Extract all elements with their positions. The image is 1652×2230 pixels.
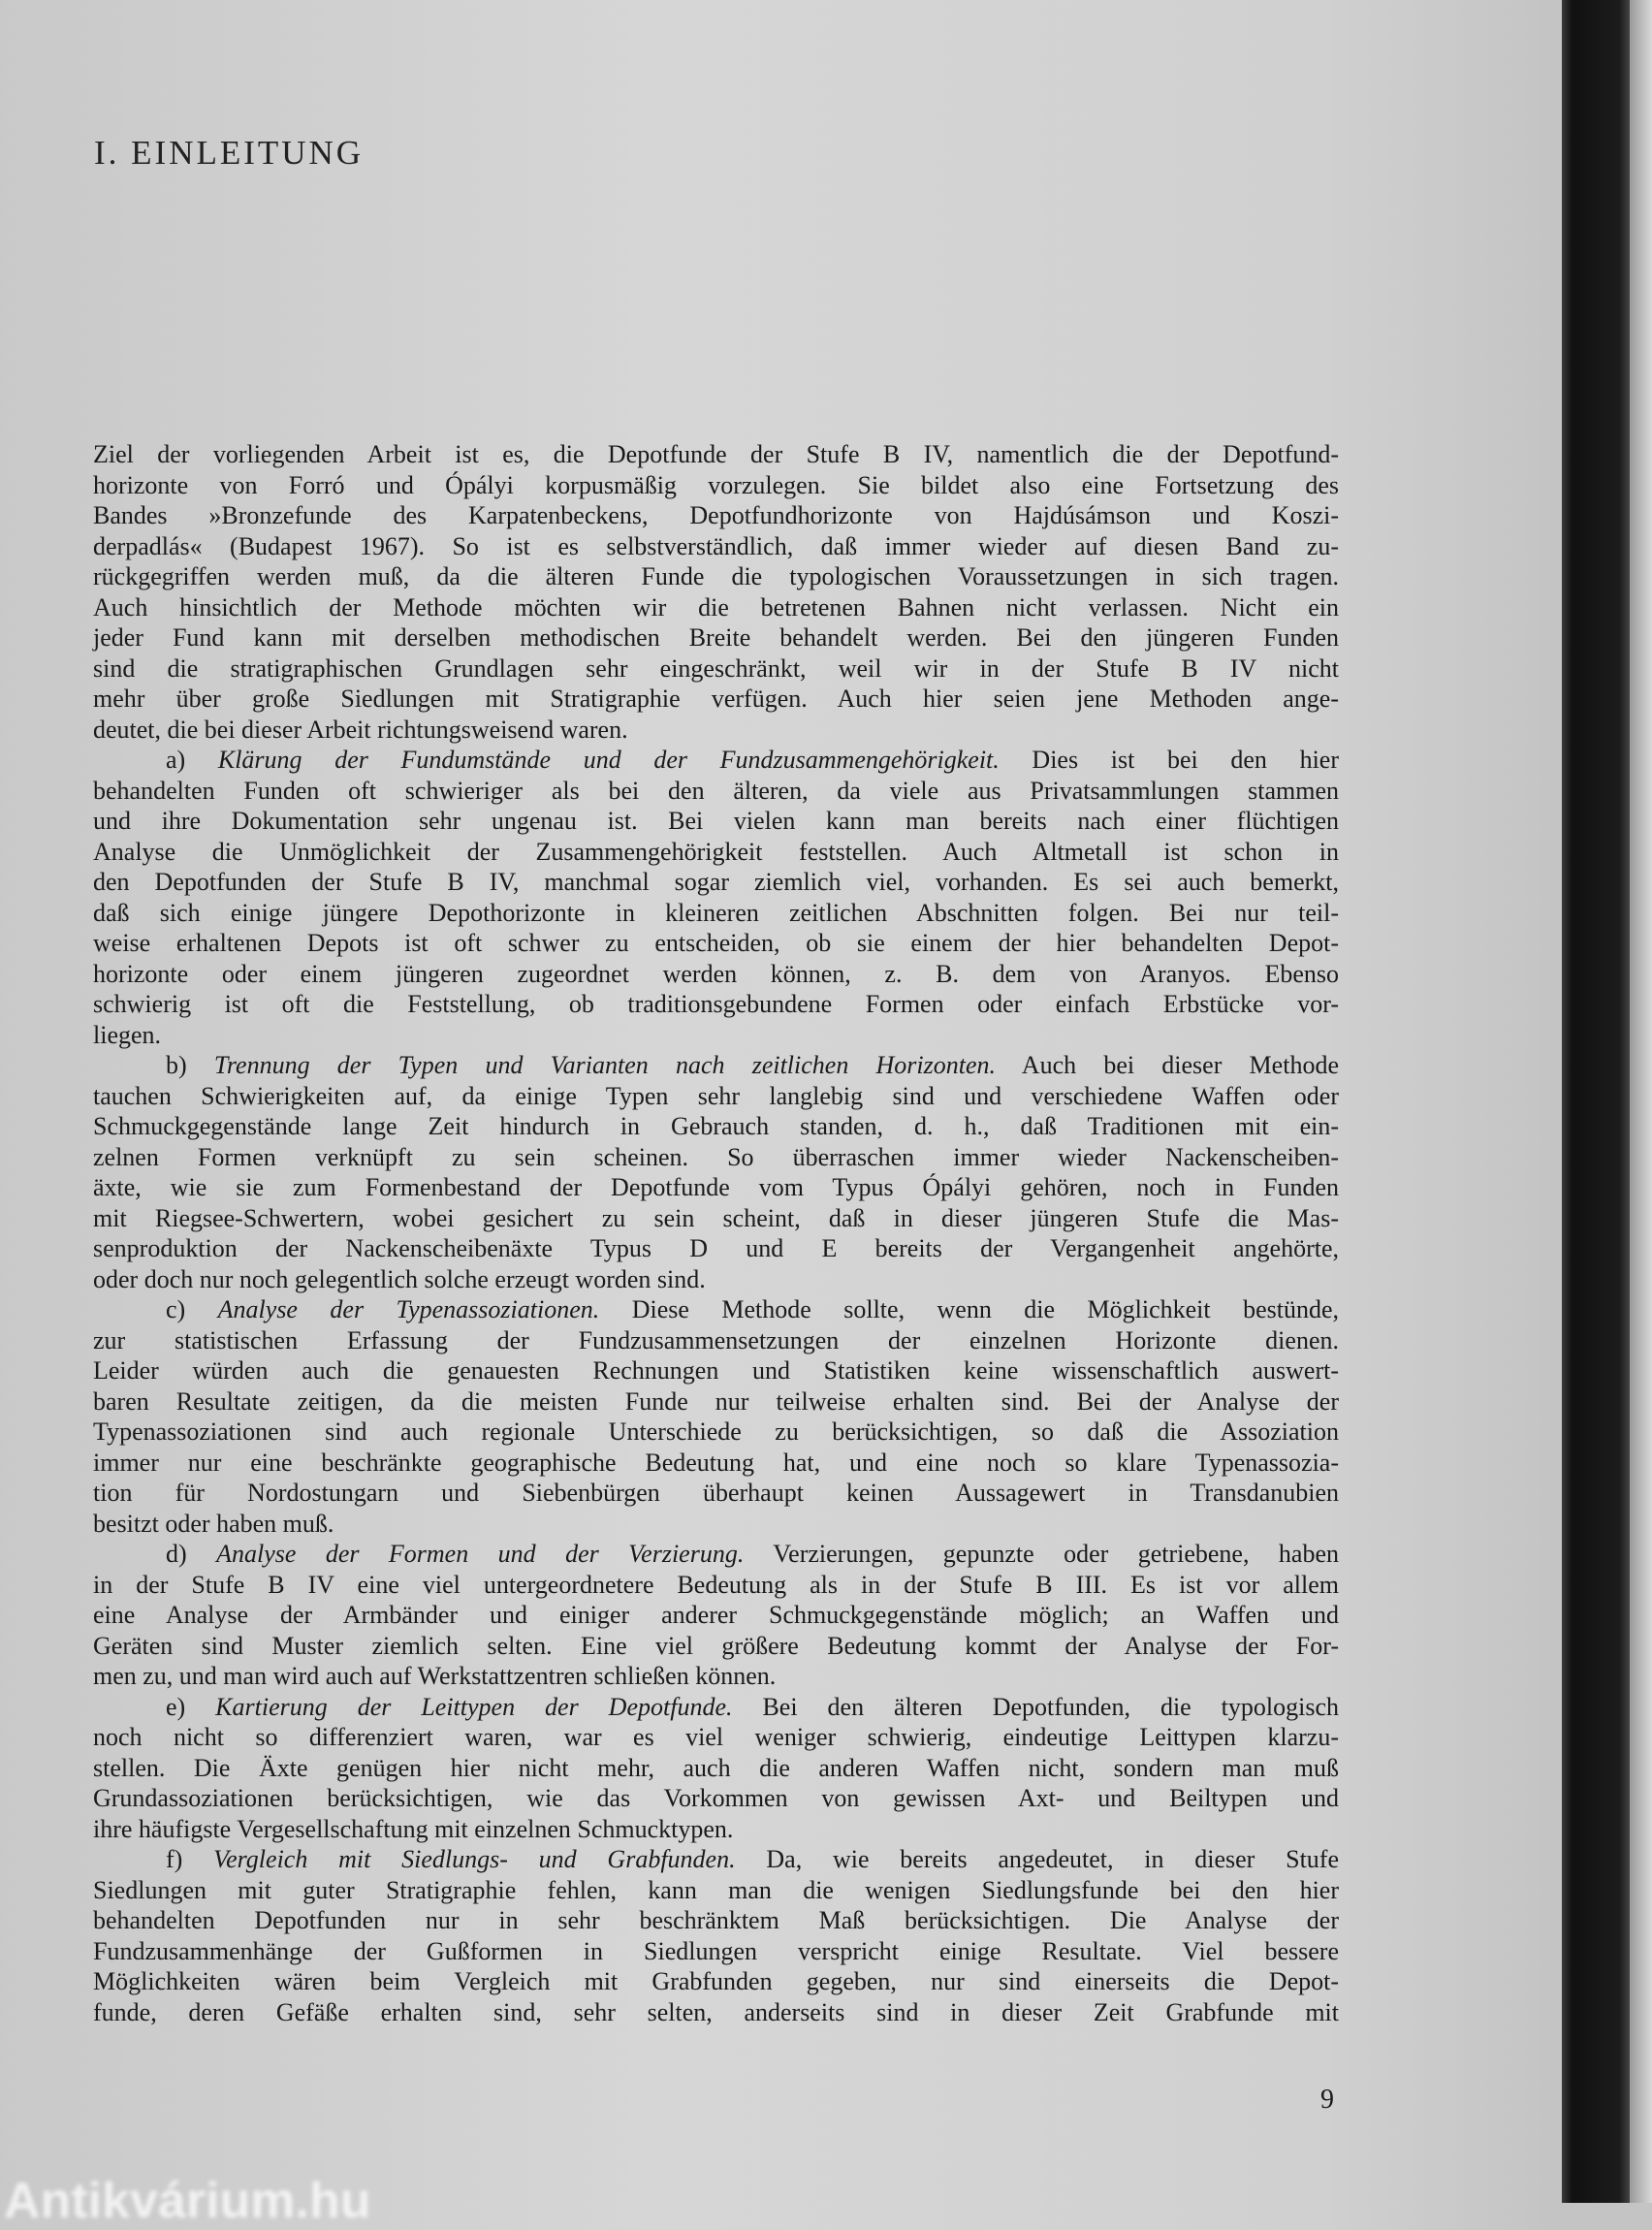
text-line xyxy=(93,1264,1339,1295)
line-text: eine Analyse der Armbänder und einiger anderer Schmuckgegenstände möglich; an Waffen und xyxy=(93,1601,1339,1629)
line-text: tauchen Schwierigkeiten auf, da einige Typen sehr langlebig sind und verschiedene Waffen oder xyxy=(93,1081,1339,1110)
text-line xyxy=(93,1661,1339,1692)
line-text: weise erhaltenen Depots ist oft schwer zu entscheiden, ob sie einem der hier behandelten Depot- xyxy=(93,929,1339,957)
italic-heading-text: Klärung der Fundumstände und der Fundzusammengehörigkeit. xyxy=(217,746,1000,774)
line-text: Analyse die Unmöglichkeit der Zusammengehörigkeit feststellen. Auch Altmetall ist schon in xyxy=(93,837,1339,866)
text-line xyxy=(93,806,1339,837)
line-text: c) xyxy=(166,1295,218,1323)
text-line xyxy=(93,1172,1339,1203)
line-text: d) xyxy=(166,1540,217,1568)
page-number: 9 xyxy=(1320,2085,1334,2115)
line-text: Auch hinsichtlich der Methode möchten wir die betretenen Bahnen nicht verlassen. Nicht ein xyxy=(93,592,1339,621)
text-line xyxy=(93,1875,1339,1906)
line-text: und ihre Dokumentation sehr ungenau ist. Bei vielen kann man bereits nach einer flüchtigen xyxy=(93,807,1339,835)
text-line xyxy=(93,1355,1339,1386)
text-line xyxy=(93,1783,1339,1814)
text-line xyxy=(93,1020,1339,1051)
text-line xyxy=(93,898,1339,929)
line-text: Verzierungen, gepunzte oder getriebene, haben xyxy=(744,1540,1339,1568)
line-text: jeder Fund kann mit derselben methodischen Breite behandelt werden. Bei den jüngeren Funden xyxy=(93,623,1339,652)
italic-heading-text: Analyse der Typenassoziationen. xyxy=(217,1295,600,1323)
text-line xyxy=(93,1417,1339,1448)
text-line xyxy=(93,1050,1339,1081)
chapter-heading: I. EINLEITUNG xyxy=(94,134,365,172)
text-line xyxy=(93,1692,1339,1723)
line-text: b) xyxy=(166,1051,214,1079)
line-text: behandelten Depotfunden nur in sehr beschränktem Maß berücksichtigen. Die Analyse der xyxy=(93,1906,1339,1934)
line-text: rückgegriffen werden muß, da die älteren Funde die typologischen Voraussetzungen in sich tragen. xyxy=(93,562,1339,590)
text-line xyxy=(93,500,1339,531)
line-text: a) xyxy=(166,746,218,774)
line-text: baren Resultate zeitigen, da die meisten Funde nur teilweise erhalten sind. Bei der Analyse der xyxy=(93,1386,1339,1416)
line-text: Ziel der vorliegenden Arbeit ist es, die Depotfunde der Stufe B IV, namentlich die der Depotfund- xyxy=(93,440,1339,468)
text-line xyxy=(93,1233,1339,1264)
text-line xyxy=(93,867,1339,898)
text-line xyxy=(93,1294,1339,1325)
text-line xyxy=(93,1997,1339,2028)
line-text: immer nur eine beschränkte geographische Bedeutung hat, und eine noch so klare Typenassozia- xyxy=(93,1448,1339,1477)
line-text: zur statistischen Erfassung der Fundzusammensetzungen der einzelnen Horizonte dienen. xyxy=(93,1325,1339,1354)
text-line xyxy=(93,531,1339,562)
line-text: stellen. Die Äxte genügen hier nicht mehr, auch die anderen Waffen nicht, sondern man muß xyxy=(93,1753,1339,1782)
line-text: äxte, wie sie zum Formenbestand der Depotfunde vom Typus Ópályi gehören, noch in Funden xyxy=(93,1173,1339,1201)
text-line xyxy=(93,1386,1339,1418)
text-line xyxy=(93,1936,1339,1967)
line-text: Bandes »Bronzefunde des Karpatenbeckens, Depotfundhorizonte von Hajdúsámson und Koszi- xyxy=(93,501,1339,529)
line-text: Möglichkeiten wären beim Vergleich mit Grabfunden gegeben, nur sind einerseits die Depot- xyxy=(93,1967,1339,1995)
line-text: behandelten Funden oft schwieriger als bei den älteren, da viele aus Privatsammlungen stammen xyxy=(93,776,1339,805)
text-line xyxy=(93,959,1339,990)
text-line xyxy=(93,622,1339,653)
text-line xyxy=(93,592,1339,623)
book-binding xyxy=(1562,0,1630,2203)
text-line xyxy=(93,1539,1339,1570)
watermark: Antikvárium.hu xyxy=(4,2173,371,2229)
line-text: funde, deren Gefäße erhalten sind, sehr selten, anderseits sind in dieser Zeit Grabfunde mit xyxy=(93,1997,1339,2026)
text-line xyxy=(93,837,1339,868)
text-line xyxy=(93,1325,1339,1356)
text-line xyxy=(93,684,1339,715)
line-text: Diese Methode sollte, wenn die Möglichkeit bestünde, xyxy=(599,1295,1340,1323)
text-line xyxy=(93,1600,1339,1631)
body-text xyxy=(93,439,1339,2027)
text-line xyxy=(93,715,1339,746)
text-line xyxy=(93,1111,1339,1142)
line-text: e) xyxy=(166,1692,216,1721)
line-text: mehr über große Siedlungen mit Stratigraphie verfügen. Auch hier seien jene Methoden ange- xyxy=(93,685,1339,713)
line-text: f) xyxy=(166,1845,214,1873)
line-text: oder doch nur noch gelegentlich solche erzeugt worden sind. xyxy=(93,1264,706,1293)
line-text: Dies ist bei den hier xyxy=(999,746,1339,774)
text-line xyxy=(93,1905,1339,1936)
line-text: sind die stratigraphischen Grundlagen sehr eingeschränkt, weil wir in der Stufe B IV nicht xyxy=(93,653,1339,683)
line-text: schwierig ist oft die Feststellung, ob traditionsgebundene Formen oder einfach Erbstücke vor- xyxy=(93,990,1339,1018)
italic-heading-text: Vergleich mit Siedlungs- und Grabfunden. xyxy=(213,1845,736,1873)
text-line xyxy=(93,439,1339,470)
italic-heading-text: Trennung der Typen und Varianten nach zeitlichen Horizonten. xyxy=(213,1051,997,1079)
page-edge xyxy=(1630,0,1652,2203)
line-text: Grundassoziationen berücksichtigen, wie das Vorkommen von gewissen Axt- und Beiltypen und xyxy=(93,1784,1339,1812)
italic-heading-text: Kartierung der Leittypen der Depotfunde. xyxy=(215,1692,733,1721)
line-text: Siedlungen mit guter Stratigraphie fehlen, kann man die wenigen Siedlungsfunde bei den hier xyxy=(93,1875,1339,1904)
line-text: Auch bei dieser Methode xyxy=(996,1051,1339,1079)
line-text: deutet, die bei dieser Arbeit richtungsweisend waren. xyxy=(93,715,628,744)
text-line xyxy=(93,928,1339,959)
line-text: men zu, und man wird auch auf Werkstattzentren schließen können. xyxy=(93,1662,777,1690)
line-text: Schmuckgegenstände lange Zeit hindurch in Gebrauch standen, d. h., daß Traditionen mit ein- xyxy=(93,1112,1339,1140)
line-text: derpadlás« (Budapest 1967). So ist es selbstverständlich, daß immer wieder auf diesen Band zu- xyxy=(93,531,1339,560)
text-line xyxy=(93,989,1339,1020)
text-line xyxy=(93,1844,1339,1875)
text-line xyxy=(93,1081,1339,1112)
line-text: Geräten sind Muster ziemlich selten. Eine viel größere Bedeutung kommt der Analyse der For- xyxy=(93,1631,1339,1660)
text-line xyxy=(93,1448,1339,1479)
line-text: mit Riegsee-Schwertern, wobei gesichert zu sein scheint, daß in dieser jüngeren Stufe die Mas- xyxy=(93,1203,1339,1232)
text-line xyxy=(93,1142,1339,1173)
text-line xyxy=(93,1753,1339,1784)
line-text: liegen. xyxy=(93,1020,162,1049)
line-text: Typenassoziationen sind auch regionale Unterschiede zu berücksichtigen, so daß die Assoziation xyxy=(93,1418,1339,1446)
italic-heading-text: Analyse der Formen und der Verzierung. xyxy=(216,1540,745,1568)
line-text: Da, wie bereits angedeutet, in dieser Stufe xyxy=(735,1845,1339,1873)
line-text: in der Stufe B IV eine viel untergeordnetere Bedeutung als in der Stufe B III. Es ist vor allem xyxy=(93,1570,1339,1599)
text-line xyxy=(93,1966,1339,1997)
line-text: ihre häufigste Vergesellschaftung mit einzelnen Schmucktypen. xyxy=(93,1814,734,1843)
text-line xyxy=(93,745,1339,776)
line-text: noch nicht so differenziert waren, war es viel weniger schwierig, eindeutige Leittypen klarzu- xyxy=(93,1723,1339,1751)
line-text: zelnen Formen verknüpft zu sein scheinen. So überraschen immer wieder Nackenscheiben- xyxy=(93,1142,1339,1171)
text-line xyxy=(93,470,1339,501)
text-line xyxy=(93,1203,1339,1234)
line-text: Bei den älteren Depotfunden, die typologisch xyxy=(732,1692,1339,1721)
line-text: Fundzusammenhänge der Gußformen in Siedlungen verspricht einige Resultate. Viel bessere xyxy=(93,1936,1339,1965)
line-text: daß sich einige jüngere Depothorizonte in kleineren zeitlichen Abschnitten folgen. Bei nur teil- xyxy=(93,898,1339,927)
line-text: horizonte oder einem jüngeren zugeordnet werden können, z. B. dem von Aranyos. Ebenso xyxy=(93,959,1339,988)
text-line xyxy=(93,1478,1339,1509)
line-text: den Depotfunden der Stufe B IV, manchmal sogar ziemlich viel, vorhanden. Es sei auch bemerkt, xyxy=(93,868,1339,896)
text-line xyxy=(93,1814,1339,1845)
text-line xyxy=(93,1570,1339,1601)
text-line xyxy=(93,1722,1339,1753)
text-line xyxy=(93,1631,1339,1662)
text-line xyxy=(93,653,1339,685)
line-text: Leider würden auch die genauesten Rechnungen und Statistiken keine wissenschaftlich auswert- xyxy=(93,1356,1339,1385)
line-text: besitzt oder haben muß. xyxy=(93,1509,334,1538)
text-line xyxy=(93,1509,1339,1540)
text-line xyxy=(93,561,1339,592)
line-text: senproduktion der Nackenscheibenäxte Typus D und E bereits der Vergangenheit angehörte, xyxy=(93,1234,1339,1262)
line-text: horizonte von Forró und Ópályi korpusmäßig vorzulegen. Sie bildet also eine Fortsetzung des xyxy=(93,470,1339,499)
text-line xyxy=(93,776,1339,807)
line-text: tion für Nordostungarn und Siebenbürgen überhaupt keinen Aussagewert in Transdanubien xyxy=(93,1479,1339,1507)
